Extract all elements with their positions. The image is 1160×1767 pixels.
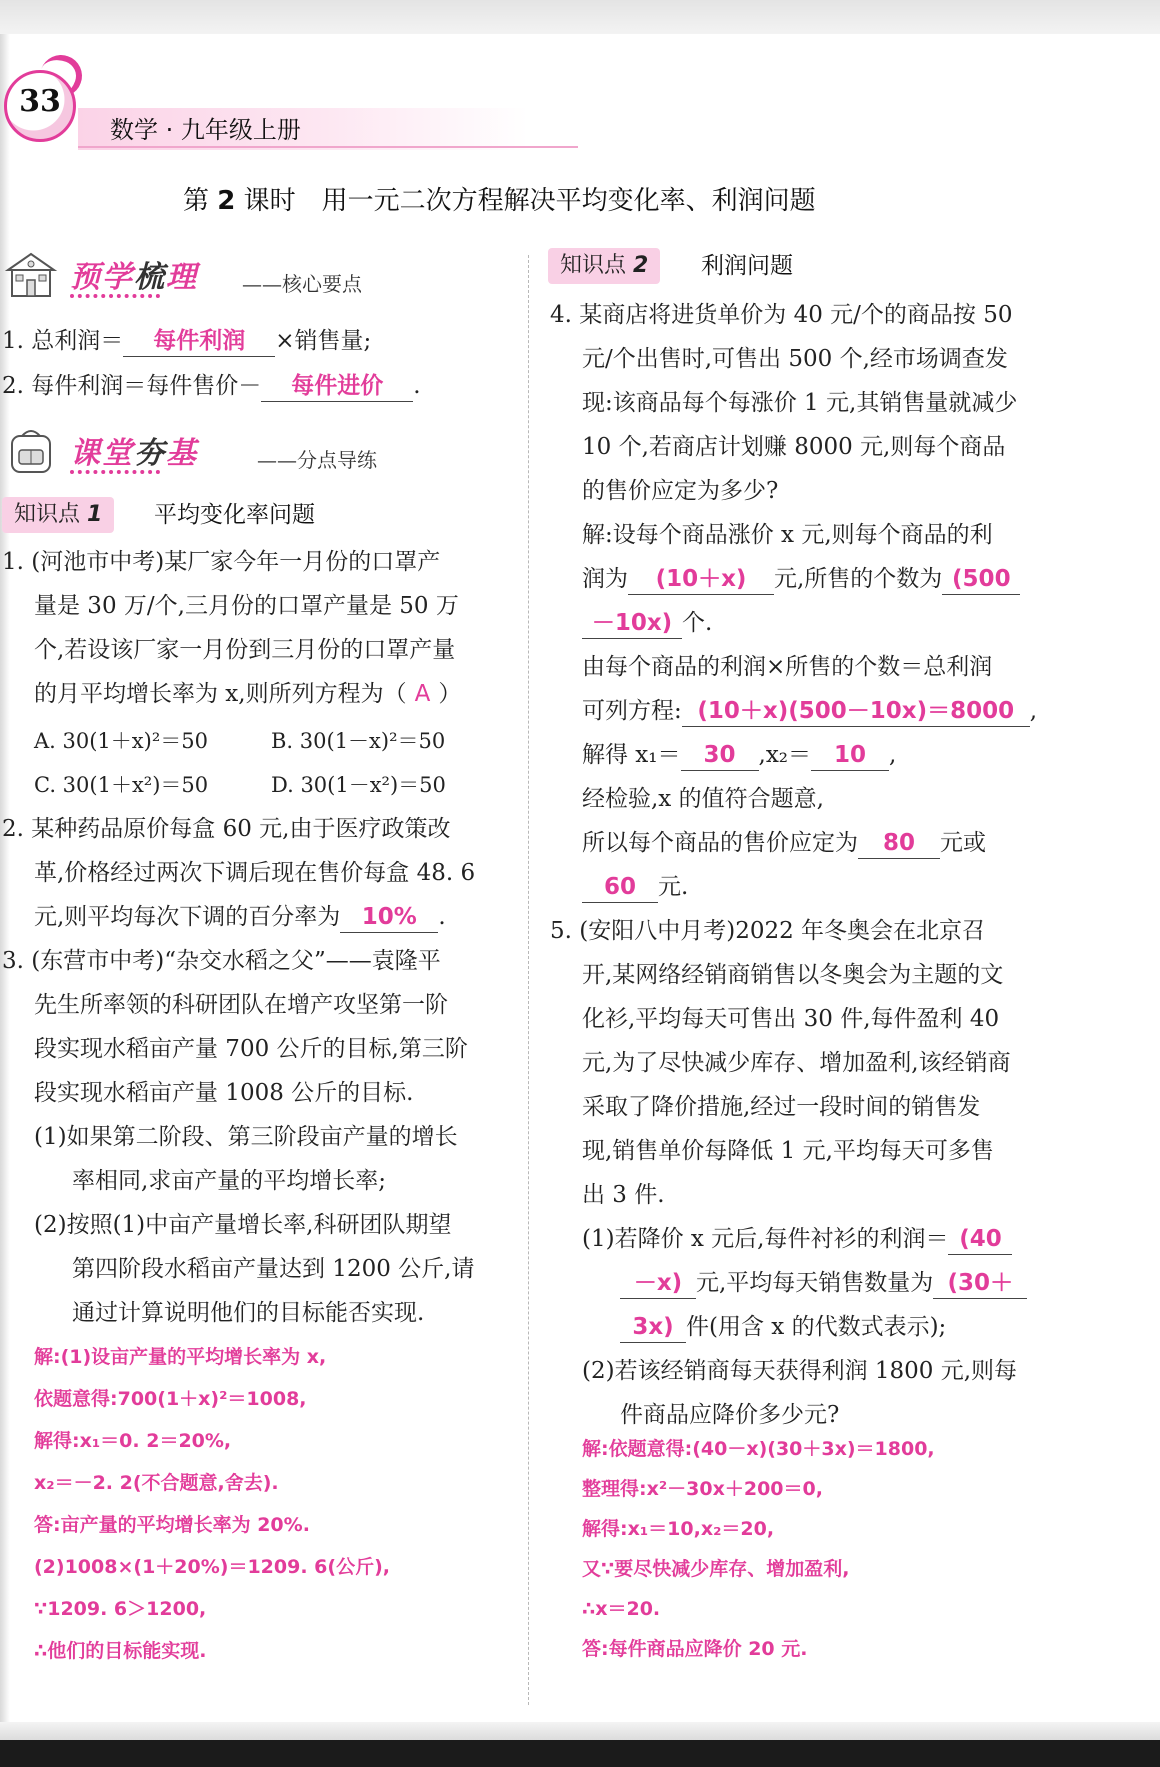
bottom-bar <box>0 1740 1160 1767</box>
q4-solution-line: 由每个商品的利润×所售的个数＝总利润 <box>582 654 993 680</box>
q5-solution-line: 又∵要尽快减少库存、增加盈利, <box>582 1558 850 1580</box>
q1-line: 1. (河池市中考)某厂家今年一月份的口罩产 <box>2 549 441 575</box>
q1-line: 量是 30 万/个,三月份的口罩产量是 50 万 <box>34 593 459 619</box>
banner-title: 课堂夯基 <box>70 436 198 471</box>
banner-dots <box>70 470 160 474</box>
knowledge-name: 利润问题 <box>701 253 793 279</box>
lesson-title: 第 2 课时 用一元二次方程解决平均变化率、利润问题 <box>183 186 816 216</box>
q3-solution-line: 解得:x₁＝0. 2＝20%, <box>34 1430 232 1452</box>
knowledge-name: 平均变化率问题 <box>154 502 315 528</box>
q5-part-2: (2)若该经销商每天获得利润 1800 元,则每 <box>582 1358 1018 1384</box>
q1-line: 个,若设该厂家一月份到三月份的口罩产量 <box>34 637 456 663</box>
banner-dots <box>70 294 160 298</box>
q3-solution-line: 依题意得:700(1＋x)²＝1008, <box>34 1388 307 1410</box>
column-divider <box>528 255 529 1705</box>
knowledge-tag: 知识点 1 <box>2 497 114 533</box>
q4-solution-line: 解:设每个商品涨价 x 元,则每个商品的利 <box>582 522 993 548</box>
q4-line: 4. 某商店将进货单价为 40 元/个的商品按 50 <box>550 302 1013 328</box>
q5-line: 采取了降价措施,经过一段时间的销售发 <box>582 1094 981 1120</box>
q3-part-2: (2)按照(1)中亩产量增长率,科研团队期望 <box>34 1212 452 1238</box>
q1-answer: A <box>414 681 431 707</box>
bottom-shadow <box>0 1722 1160 1740</box>
q1-line: 的月平均增长率为 x,则所列方程为（ A ） <box>34 681 462 707</box>
q5-part-1: 3x) 件(用含 x 的代数式表示); <box>620 1312 946 1343</box>
q1-option-d: D. 30(1－x²)＝50 <box>271 773 446 797</box>
q4-solution-line: 解得 x₁＝ 30 ,x₂＝ 10 , <box>582 740 896 771</box>
q5-line: 5. (安阳八中月考)2022 年冬奥会在北京召 <box>550 918 986 944</box>
q3-solution-line: 答:亩产量的平均增长率为 20%. <box>34 1514 310 1536</box>
q3-line: 段实现水稻亩产量 1008 公斤的目标. <box>34 1080 414 1106</box>
q3-part-1: 率相同,求亩产量的平均增长率; <box>72 1168 387 1194</box>
book-title: 数学 · 九年级上册 <box>110 116 301 144</box>
q5-solution-line: 解:依题意得:(40－x)(30＋3x)＝1800, <box>582 1438 935 1460</box>
q3-line: 3. (东营市中考)“杂交水稻之父”——袁隆平 <box>2 948 441 974</box>
header-rule <box>78 146 578 148</box>
q3-line: 先生所率领的科研团队在增产攻坚第一阶 <box>34 992 448 1018</box>
q3-solution-line: ∴他们的目标能实现. <box>34 1640 207 1662</box>
section-banner-preview <box>2 246 402 302</box>
q5-solution-line: 解得:x₁＝10,x₂＝20, <box>582 1518 775 1540</box>
knowledge-point-1 <box>2 497 362 533</box>
q3-part-2: 通过计算说明他们的目标能否实现. <box>72 1300 425 1326</box>
knowledge-tag: 知识点 2 <box>548 248 660 284</box>
q4-solution-line: 所以每个商品的售价应定为 80 元或 <box>582 828 986 859</box>
q3-solution-line: 解:(1)设亩产量的平均增长率为 x, <box>34 1346 327 1368</box>
q5-part-1: (1)若降价 x 元后,每件衬衫的利润＝ (40 <box>582 1224 1012 1255</box>
q5-line: 出 3 件. <box>582 1182 665 1208</box>
preview-item-2: 2. 每件利润＝每件售价－ 每件进价 . <box>2 371 421 402</box>
q5-line: 化衫,平均每天可售出 30 件,每件盈利 40 <box>582 1006 1000 1032</box>
banner-subtitle: ——核心要点 <box>242 272 362 296</box>
knowledge-point-2 <box>548 248 868 284</box>
banner-subtitle: ——分点导练 <box>257 448 377 472</box>
q5-part-1: －x) 元,平均每天销售数量为 (30＋ <box>620 1268 1027 1299</box>
top-shadow <box>0 0 1160 34</box>
q5-solution-line: 整理得:x²－30x＋200＝0, <box>582 1478 823 1500</box>
q3-part-1: (1)如果第二阶段、第三阶段亩产量的增长 <box>34 1124 458 1150</box>
q5-line: 开,某网络经销商销售以冬奥会为主题的文 <box>582 962 1004 988</box>
q5-line: 元,为了尽快减少库存、增加盈利,该经销商 <box>582 1050 1011 1076</box>
school-building-icon <box>2 250 60 298</box>
q4-line: 10 个,若商店计划赚 8000 元,则每个商品 <box>582 434 1006 460</box>
q5-solution-line: 答:每件商品应降价 20 元. <box>582 1638 808 1660</box>
q5-part-2: 件商品应降价多少元? <box>620 1402 840 1428</box>
q1-option-c: C. 30(1＋x²)＝50 <box>34 773 209 797</box>
preview-item-1: 1. 总利润＝ 每件利润 ×销售量; <box>2 326 371 357</box>
q4-solution-line: 润为 (10＋x) 元,所售的个数为 (500 <box>582 564 1020 595</box>
q4-solution-line: 可列方程: (10＋x)(500－10x)＝8000 , <box>582 696 1037 727</box>
q2-line: 2. 某种药品原价每盒 60 元,由于医疗政策改 <box>2 816 451 842</box>
q3-solution-line: (2)1008×(1＋20%)＝1209. 6(公斤), <box>34 1556 390 1578</box>
q5-line: 现,销售单价每降低 1 元,平均每天可多售 <box>582 1138 994 1164</box>
q2-line: 革,价格经过两次下调后现在售价每盒 48. 6 <box>34 860 476 886</box>
q1-option-b: B. 30(1－x)²＝50 <box>271 729 446 753</box>
banner-title: 预学梳理 <box>70 260 198 295</box>
q4-solution-line: 60 元. <box>582 872 688 903</box>
q4-line: 的售价应定为多少? <box>582 478 779 504</box>
q2-line: 元,则平均每次下调的百分率为 10% . <box>34 902 446 933</box>
backpack-icon <box>2 426 60 474</box>
page-number: 33 <box>19 84 61 119</box>
section-banner-classroom <box>2 422 402 478</box>
q4-line: 现:该商品每个每涨价 1 元,其销售量就减少 <box>582 390 1018 416</box>
q4-solution-line: 经检验,x 的值符合题意, <box>582 786 824 812</box>
q4-line: 元/个出售时,可售出 500 个,经市场调查发 <box>582 346 1008 372</box>
q3-line: 段实现水稻亩产量 700 公斤的目标,第三阶 <box>34 1036 468 1062</box>
q3-solution-line: ∵1209. 6＞1200, <box>34 1598 207 1620</box>
q3-solution-line: x₂＝－2. 2(不合题意,舍去). <box>34 1472 279 1494</box>
q3-part-2: 第四阶段水稻亩产量达到 1200 公斤,请 <box>72 1256 475 1282</box>
q4-solution-line: －10x) 个. <box>582 608 712 639</box>
q1-option-a: A. 30(1＋x)²＝50 <box>34 729 208 753</box>
q5-solution-line: ∴x＝20. <box>582 1598 661 1620</box>
